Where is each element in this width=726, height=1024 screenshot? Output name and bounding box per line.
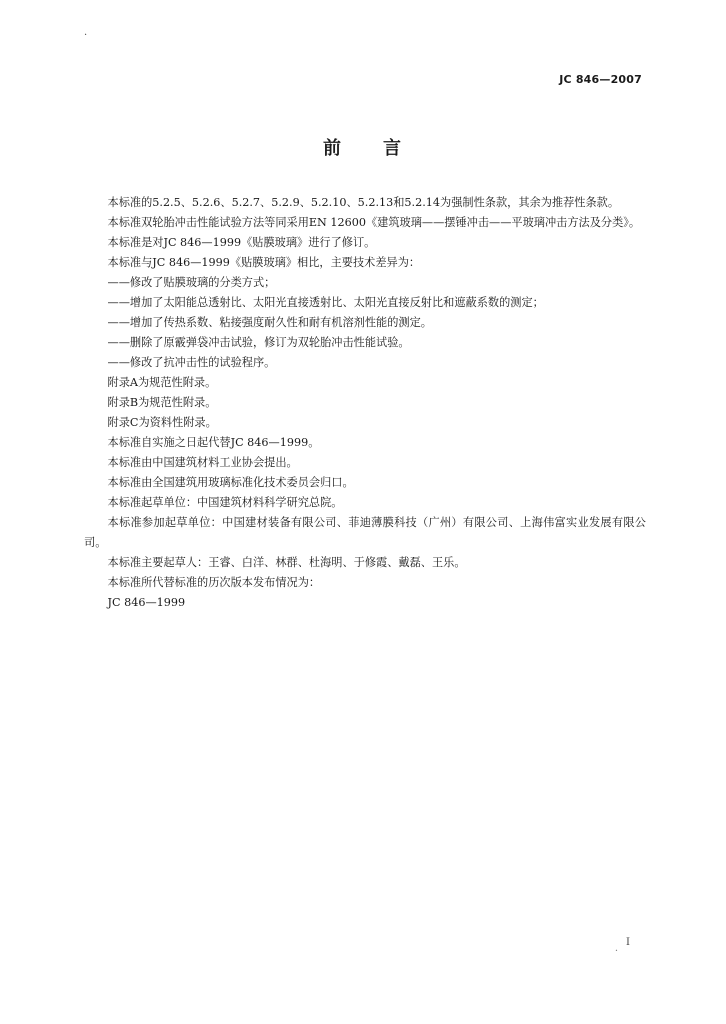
paragraph: 附录A为规范性附录。 xyxy=(107,376,217,389)
paragraph: 附录B为规范性附录。 xyxy=(107,396,217,409)
paragraph: 附录C为资料性附录。 xyxy=(107,416,217,429)
paragraph: 本标准主要起草人：王睿、白洋、林群、杜海明、于修霞、戴磊、王乐。 xyxy=(107,556,466,569)
paragraph: 本标准所代替标准的历次版本发布情况为： xyxy=(107,576,321,589)
page-number: I xyxy=(626,937,630,948)
paragraph: 本标准由中国建筑材料工业协会提出。 xyxy=(107,456,298,469)
title-char-2: 言 xyxy=(383,138,403,159)
title-char-1: 前 xyxy=(323,138,343,159)
paragraph: 本标准自实施之日起代替JC 846—1999。 xyxy=(107,436,320,449)
list-item: ——增加了传热系数、粘接强度耐久性和耐有机溶剂性能的测定。 xyxy=(107,316,432,329)
list-item: ——修改了贴膜玻璃的分类方式； xyxy=(107,276,276,289)
page-title xyxy=(0,134,726,160)
list-item: ——修改了抗冲击性的试验程序。 xyxy=(107,356,276,369)
paragraph: 本标准起草单位：中国建筑材料科学研究总院。 xyxy=(107,496,343,509)
corner-mark: · xyxy=(84,30,88,41)
standard-number: JC 846—2007 xyxy=(559,73,642,86)
list-item: ——增加了太阳能总透射比、太阳光直接透射比、太阳光直接反射比和遮蔽系数的测定； xyxy=(107,296,544,309)
paragraph: 本标准与JC 846—1999《贴膜玻璃》相比，主要技术差异为： xyxy=(107,256,421,269)
paragraph: 本标准参加起草单位：中国建材装备有限公司、菲迪薄膜科技（广州）有限公司、上海伟富实业发展有限公司。 xyxy=(84,516,646,549)
paragraph: 本标准是对JC 846—1999《贴膜玻璃》进行了修订。 xyxy=(107,236,376,249)
paragraph: JC 846—1999 xyxy=(107,596,186,609)
footer-dot: . xyxy=(614,943,618,954)
foreword-body xyxy=(84,193,646,613)
list-item: ——删除了原霰弹袋冲击试验，修订为双轮胎冲击性能试验。 xyxy=(107,336,410,349)
paragraph: 本标准由全国建筑用玻璃标准化技术委员会归口。 xyxy=(107,476,354,489)
paragraph: 本标准的5.2.5、5.2.6、5.2.7、5.2.9、5.2.10、5.2.13和5.2.14为强制性条款，其余为推荐性条款。 xyxy=(107,196,620,209)
paragraph: 本标准双轮胎冲击性能试验方法等同采用EN 12600《建筑玻璃——摆锤冲击——平玻璃冲击方法及分类》。 xyxy=(107,216,641,229)
